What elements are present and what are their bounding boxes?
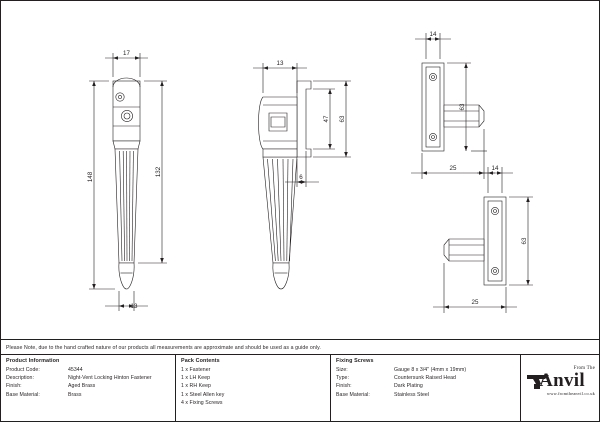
dim-label-side-height-outer: 63 bbox=[339, 115, 346, 123]
screw-finish-value: Dark Plating bbox=[394, 383, 423, 390]
finish-value: Aged Brass bbox=[68, 383, 96, 390]
screw-base-material-label: Base Material: bbox=[336, 391, 370, 398]
dim-label-keep-lh-depth: 25 bbox=[449, 165, 457, 172]
keep-rh-view bbox=[433, 167, 533, 313]
pack-contents-rows bbox=[176, 364, 330, 407]
product-information-rows bbox=[1, 364, 175, 399]
information-table bbox=[1, 355, 600, 422]
table-row bbox=[336, 374, 520, 382]
dim-label-front-height-overall: 148 bbox=[87, 171, 94, 183]
technical-drawing-area bbox=[1, 1, 600, 339]
list-item: 1 x Steel Allen key bbox=[181, 391, 225, 398]
list-item: 1 x RH Keep bbox=[181, 383, 211, 390]
screw-size-value: Gauge 8 x 3/4" (4mm x 19mm) bbox=[394, 367, 467, 373]
description-label: Description: bbox=[6, 375, 34, 382]
screw-finish-label: Finish: bbox=[336, 383, 352, 390]
product-code-value: 45344 bbox=[68, 367, 83, 373]
screw-base-material-value: Stainless Steel bbox=[394, 391, 430, 398]
logo-brand: Anvil bbox=[539, 370, 585, 391]
logo-text bbox=[527, 366, 597, 396]
dim-label-front-bottom-width: 13 bbox=[130, 303, 138, 310]
table-row bbox=[6, 374, 175, 382]
fixing-screws-heading: Fixing Screws bbox=[336, 358, 374, 364]
dim-label-keep-rh-width: 14 bbox=[491, 165, 499, 172]
dim-label-keep-rh-height: 63 bbox=[521, 237, 528, 245]
dim-label-keep-lh-width: 14 bbox=[429, 31, 437, 38]
measurement-note: Please Note, due to the hand crafted nature of our products all measurements are approximate and should be used as a guide only. bbox=[1, 339, 600, 355]
table-row bbox=[336, 366, 520, 374]
description-value: Night-Vent Locking Hinton Fastener bbox=[68, 375, 152, 382]
dim-label-side-width: 13 bbox=[276, 60, 284, 67]
screw-size-label: Size: bbox=[336, 367, 348, 373]
finish-label: Finish: bbox=[6, 383, 22, 390]
dim-label-side-height-inner: 47 bbox=[323, 115, 330, 123]
list-item: 1 x LH Keep bbox=[181, 375, 211, 382]
logo-from-the: From The bbox=[573, 366, 595, 371]
table-row bbox=[6, 366, 175, 374]
screw-type-value: Countersunk Raised Head bbox=[394, 375, 456, 382]
logo-website: www.fromtheanvil.co.uk bbox=[546, 391, 595, 396]
pack-contents-column bbox=[176, 355, 331, 422]
dim-label-front-height-body: 132 bbox=[155, 166, 162, 178]
fastener-front-view bbox=[89, 53, 167, 311]
dim-label-side-plate-thickness: 6 bbox=[299, 174, 303, 181]
dim-label-front-width: 17 bbox=[123, 50, 130, 57]
table-row bbox=[336, 391, 520, 399]
table-row bbox=[6, 391, 175, 399]
product-information-column bbox=[1, 355, 176, 422]
logo bbox=[521, 355, 600, 422]
brand-logo-column bbox=[521, 355, 600, 422]
list-item: 1 x Fastener bbox=[181, 367, 211, 373]
fixing-screws-column bbox=[331, 355, 521, 422]
dim-label-keep-rh-depth: 25 bbox=[471, 299, 479, 306]
table-row bbox=[6, 382, 175, 390]
drawing-svg bbox=[1, 1, 600, 339]
pack-contents-heading: Pack Contents bbox=[181, 358, 220, 364]
table-row bbox=[336, 382, 520, 390]
dim-label-keep-lh-height: 63 bbox=[459, 103, 466, 111]
list-item: 4 x Fixing Screws bbox=[181, 399, 223, 406]
product-information-heading: Product Information bbox=[6, 358, 60, 364]
fixing-screws-rows bbox=[331, 364, 520, 399]
product-code-label: Product Code: bbox=[6, 367, 40, 373]
base-material-label: Base Material: bbox=[6, 391, 40, 398]
screw-type-label: Type: bbox=[336, 375, 349, 382]
base-material-value: Brass bbox=[68, 391, 82, 398]
keep-lh-view bbox=[411, 33, 495, 179]
